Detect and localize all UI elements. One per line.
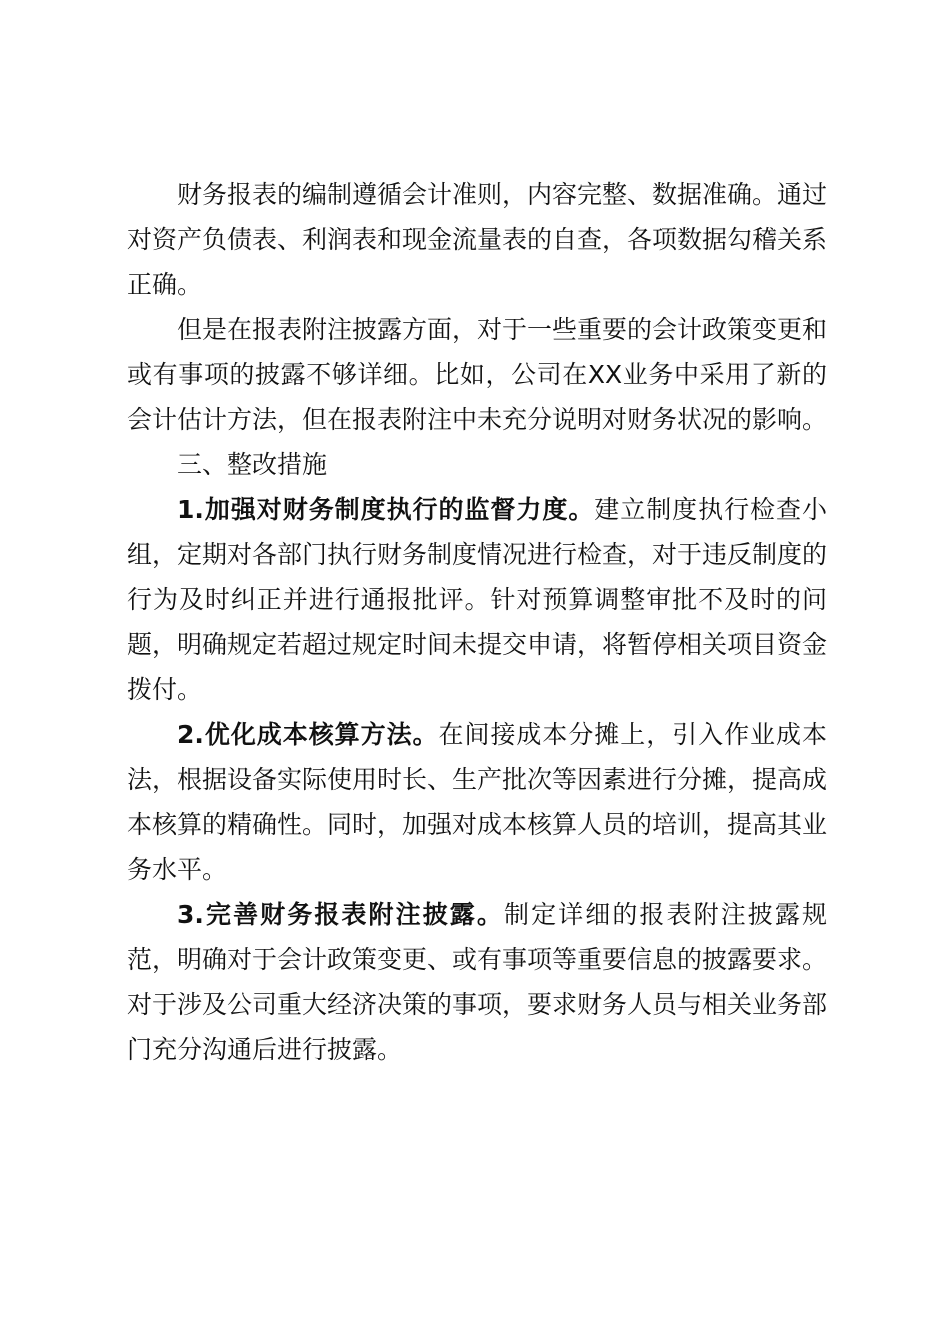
measure-title: 1.加强对财务制度执行的监督力度。 — [177, 495, 595, 524]
section-heading-rectification — [127, 442, 827, 487]
paragraph-report-compilation — [127, 172, 827, 307]
paragraph-text: 财务报表的编制遵循会计准则，内容完整、数据准确。通过对资产负债表、利润表和现金流量表的自查，各项数据勾稽关系正确。 — [127, 180, 828, 299]
paragraph-disclosure-issue — [127, 307, 827, 442]
measure-text: 在间接成本分摊上，引入作业成本法，根据设备实际使用时长、生产批次等因素进行分摊，提高成本核算的精确性。同时，加强对成本核算人员的培训，提高其业务水平。 — [127, 720, 828, 884]
measure-item-1 — [127, 487, 827, 712]
measure-text: 制定详细的报表附注披露规范，明确对于会计政策变更、或有事项等重要信息的披露要求。对于涉及公司重大经济决策的事项，要求财务人员与相关业务部门充分沟通后进行披露。 — [127, 900, 828, 1064]
measure-title: 2.优化成本核算方法。 — [177, 720, 439, 749]
measure-item-3 — [127, 892, 827, 1072]
measure-item-2 — [127, 712, 827, 892]
measure-text: 建立制度执行检查小组，定期对各部门执行财务制度情况进行检查，对于违反制度的行为及时纠正并进行通报批评。针对预算调整审批不及时的问题，明确规定若超过规定时间未提交申请，将暂停相关项目资金拨付。 — [127, 495, 828, 704]
section-heading-text: 三、整改措施 — [177, 450, 328, 479]
measure-title: 3.完善财务报表附注披露。 — [177, 900, 504, 929]
document-body — [127, 172, 827, 1072]
paragraph-text: 但是在报表附注披露方面，对于一些重要的会计政策变更和或有事项的披露不够详细。比如，公司在XX业务中采用了新的会计估计方法，但在报表附注中未充分说明对财务状况的影响。 — [127, 315, 828, 434]
